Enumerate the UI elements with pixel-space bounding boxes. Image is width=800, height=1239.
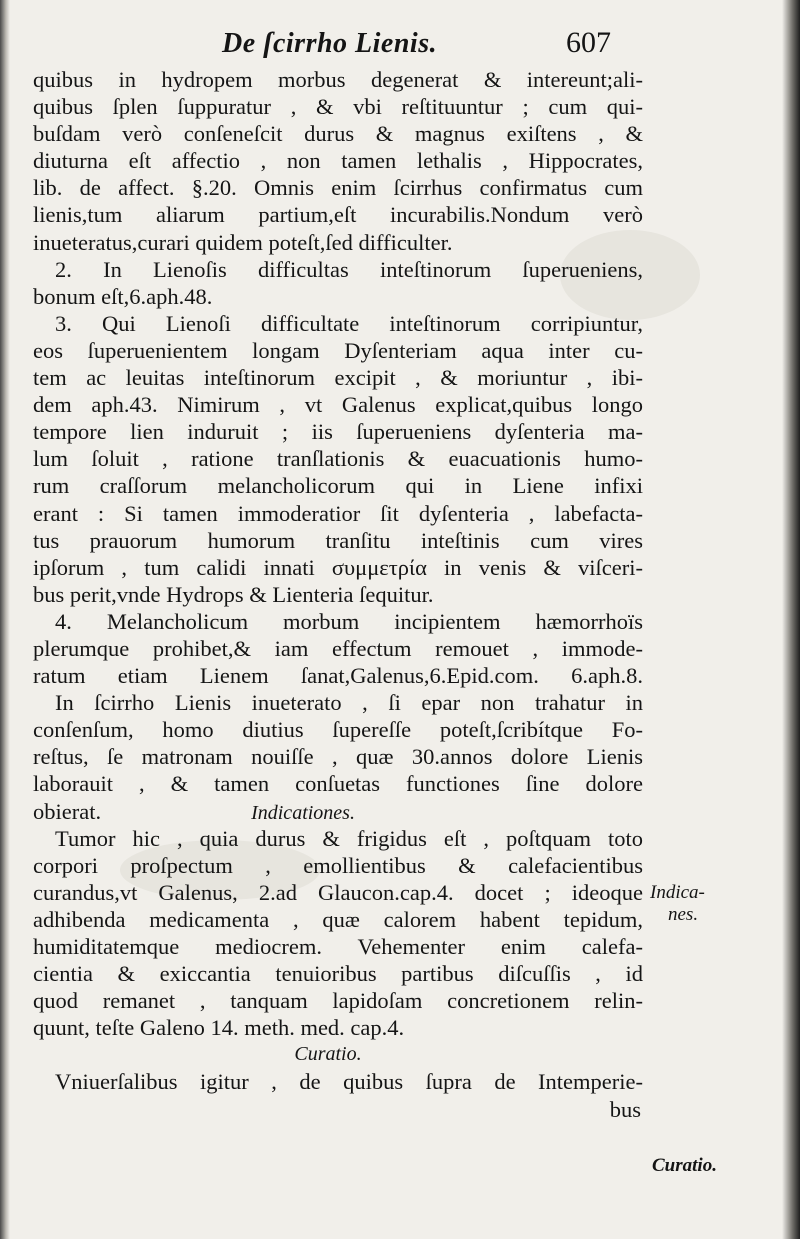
catchword: bus — [609, 1096, 641, 1122]
text-line: tem ac leuitas inteſtinorum excipit , & moriuntur , ibi- — [33, 365, 643, 391]
page-number: 607 — [566, 26, 611, 59]
text-line: quibus in hydropem morbus degenerat & intereunt;ali- — [33, 67, 643, 92]
subhead-indicationes: Indicationes. — [251, 801, 355, 824]
text-line: tempore lien induruit ; iis ſuperueniens dyſenteria ma- — [33, 419, 643, 445]
text-line: reſtus, ſe matronam nouiſſe , quæ 30.annos dolore Lienis — [33, 744, 643, 770]
text-line: quibus ſplen ſuppuratur , & vbi reſtituuntur ; cum qui- — [33, 94, 643, 120]
text-line: 2. In Lienoſis difficultas inteſtinorum ſuperueniens, — [55, 256, 643, 282]
text-line: lib. de affect. §.20. Omnis enim ſcirrhus confirmatus cum — [33, 175, 643, 201]
page-shadow-right — [782, 0, 800, 1239]
text-line: inueteratus,curari quidem poteſt,ſed difficulter. — [33, 229, 453, 255]
text-line: Vniuerſalibus igitur , de quibus ſupra de Intemperie- — [55, 1069, 643, 1095]
text-line: laborauit , & tamen conſuetas functiones ſine dolore — [33, 771, 643, 797]
text-line: bus perit,vnde Hydrops & Lienteria ſequitur. — [33, 581, 434, 607]
marginal-note-curatio: Curatio. — [652, 1155, 717, 1176]
text-line: lienis,tum aliarum partium,eſt incurabilis.Nondum verò — [33, 202, 643, 228]
marginal-line: Indica- — [650, 882, 705, 903]
text-fragment: obierat. — [33, 798, 102, 824]
text-line: In ſcirrho Lienis inueterato , ſi epar non trahatur in — [55, 690, 643, 716]
text-line: lum ſoluit , ratione tranſlationis & euacuationis humo- — [33, 446, 643, 472]
text-line: cientia & exiccantia tenuioribus partibus diſcuſſis , id — [33, 961, 643, 987]
marginal-line: nes. — [668, 904, 699, 925]
text-line: buſdam verò conſeneſcit durus & magnus exiſtens , & — [33, 121, 643, 147]
text-line: quod remanet , tanquam lapidoſam concretionem relin- — [33, 988, 643, 1014]
subhead-curatio: Curatio. — [294, 1043, 362, 1066]
text-line: rum craſſorum melancholicorum qui in Liene infixi — [33, 473, 643, 499]
page-header — [0, 22, 800, 68]
main-text-block — [33, 66, 643, 1123]
page-shadow-left — [0, 0, 10, 1239]
text-line: bonum eſt,6.aph.48. — [33, 283, 213, 309]
text-line: 4. Melancholicum morbum incipientem hæmorrhoïs — [55, 608, 643, 634]
text-line-with-subhead — [33, 798, 643, 825]
text-line: quunt, teſte Galeno 14. meth. med. cap.4. — [33, 1015, 405, 1041]
text-line: curandus,vt Galenus, 2.ad Glaucon.cap.4. docet ; ideoque — [33, 879, 643, 905]
text-line: corpori proſpectum , emollientibus & calefacientibus — [33, 852, 643, 878]
text-line: tus prauorum humorum tranſitu inteſtinis cum vires — [33, 527, 643, 553]
text-line: ratum etiam Lienem ſanat,Galenus,6.Epid.com. 6.aph.8. — [33, 663, 643, 689]
text-line: Tumor hic , quia durus & frigidus eſt , poſtquam toto — [55, 825, 643, 851]
text-line: diuturna eſt affectio , non tamen lethalis , Hippocrates, — [33, 148, 643, 174]
text-line: plerumque prohibet,& iam effectum remouet , immode- — [33, 635, 643, 661]
text-line: dem aph.43. Nimirum , vt Galenus explicat,quibus longo — [33, 392, 643, 418]
text-line: 3. Qui Lienoſi difficultate inteſtinorum corripiuntur, — [55, 310, 643, 336]
text-line: humiditatemque mediocrem. Vehementer enim calefa- — [33, 934, 643, 959]
text-line: eos ſuperuenientem longam Dyſenteriam aqua inter cu- — [33, 337, 643, 363]
text-line: ipſorum , tum calidi innati συμμετρία in venis & viſceri- — [33, 554, 643, 580]
text-line: adhibenda medicamenta , quæ calorem habent tepidum, — [33, 906, 643, 932]
text-line: erant : Si tamen immoderatior ſit dyſenteria , labefacta- — [33, 500, 643, 526]
running-title: De ſcirrho Lienis. — [222, 28, 438, 59]
text-line: conſenſum, homo diutius ſupereſſe poteſt,ſcribítque Fo- — [33, 717, 643, 743]
marginal-note-indicationes — [650, 882, 705, 926]
